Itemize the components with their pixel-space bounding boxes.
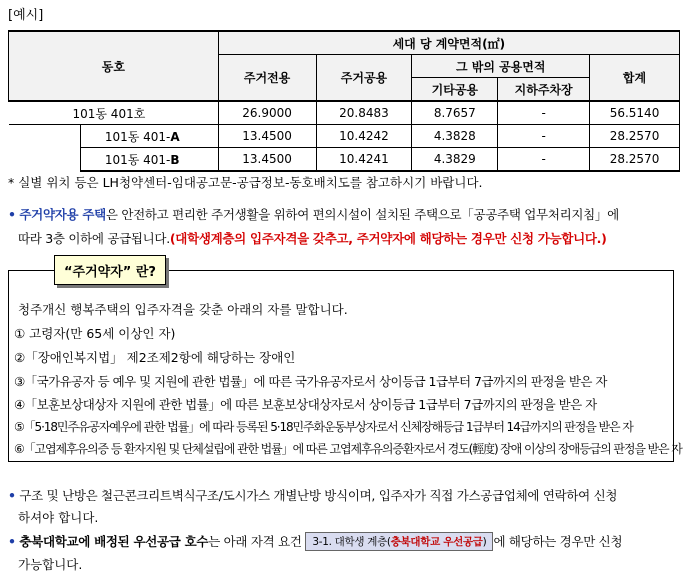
requirement-badge[interactable]: 3-1. 대학생 계층(충북대학교 우선공급) xyxy=(305,532,493,551)
unit-cell: 101동 401-B xyxy=(80,148,218,172)
elder-item: ⑤「5·18민주유공자예우에 관한 법률」에 따라 등록된 5·18민주화운동부상자로서 신체장해등급 1급부터 14급까지의 판정을 받은 자 xyxy=(14,420,633,434)
priority-units-term: 충북대학교에 배정된 우선공급 호수 xyxy=(19,534,209,549)
elder-item: ②「장애인복지법」 제2조제2항에 해당하는 장애인 xyxy=(14,350,296,365)
elder-item: ④「보훈보상대상자 지원에 관한 법률」에 따른 보훈보상대상자로서 상이등급 1급부터 7급까지의 판정을 받은 자 xyxy=(14,397,597,412)
etc-cell: 8.7657 xyxy=(412,101,498,125)
elder-definition-tab: “주거약자” 란? xyxy=(54,255,166,285)
header-total: 합계 xyxy=(590,55,680,102)
common-cell: 10.4242 xyxy=(316,125,412,148)
header-other-common: 그 밖의 공용면적 xyxy=(412,55,590,78)
structure-paragraph-line2: 하셔야 합니다. xyxy=(18,510,99,525)
area-table xyxy=(8,30,680,172)
header-etc-common: 기타공용 xyxy=(412,78,498,102)
total-cell: 28.2570 xyxy=(590,148,680,172)
priority-paragraph: • 충북대학교에 배정된 우선공급 호수는 아래 자격 요건 3-1. 대학생 계층(충북대학교 우선공급) 에 해당하는 경우만 신청 xyxy=(8,534,623,549)
header-parking: 지하주차장 xyxy=(498,78,590,102)
header-area: 세대 당 계약면적(㎡) xyxy=(218,31,679,55)
unit-cell: 101동 401-A xyxy=(80,125,218,148)
total-cell: 28.2570 xyxy=(590,125,680,148)
parking-cell: - xyxy=(498,148,590,172)
header-common: 주거공용 xyxy=(316,55,412,102)
header-unit: 동호 xyxy=(9,31,219,101)
elder-housing-term: 주거약자용 주택 xyxy=(19,207,106,222)
example-label: [예시] xyxy=(8,8,44,23)
common-cell: 10.4241 xyxy=(316,148,412,172)
structure-paragraph: • 구조 및 난방은 철근콘크리트벽식구조/도시가스 개별난방 방식이며, 입주자가 직접 가스공급업체에 연락하여 신청 xyxy=(8,488,618,503)
elder-item: ① 고령자(만 65세 이상인 자) xyxy=(14,326,176,341)
etc-cell: 4.3828 xyxy=(412,125,498,148)
elder-housing-paragraph-line2: 따라 3층 이하에 공급됩니다.(대학생계층의 입주자격을 갖추고, 주거약자에 해당하는 경우만 신청 가능합니다.) xyxy=(18,231,607,246)
total-cell: 56.5140 xyxy=(590,101,680,125)
parking-cell: - xyxy=(498,125,590,148)
header-exclusive: 주거전용 xyxy=(218,55,316,102)
table-row xyxy=(9,101,680,125)
elder-item: ③「국가유공자 등 예우 및 지원에 관한 법률」에 따른 국가유공자로서 상이등급 1급부터 7급까지의 판정을 받은 자 xyxy=(14,374,607,389)
table-row xyxy=(9,148,680,172)
parking-cell: - xyxy=(498,101,590,125)
exclusive-cell: 13.4500 xyxy=(218,148,316,172)
common-cell: 20.8483 xyxy=(316,101,412,125)
priority-paragraph-line2: 가능합니다. xyxy=(18,557,83,572)
elder-item: ⑥「고엽제후유의증 등 환자지원 및 단체설립에 관한 법률」에 따른 고엽제후유의증환자로서 경도(輕度) 장애 이상의 장애등급의 판정을 받은 자 xyxy=(14,442,682,456)
location-note: * 실별 위치 등은 LH청약센터-임대공고문-공급정보-동호배치도를 참고하시기 바랍니다. xyxy=(8,175,483,190)
unit-cell: 101동 401호 xyxy=(9,101,219,125)
elder-housing-paragraph: • 주거약자용 주택은 안전하고 편리한 주거생활을 위하여 편의시설이 설치된 주택으로「공공주택 업무처리지침」에 xyxy=(8,207,619,222)
exclusive-cell: 26.9000 xyxy=(218,101,316,125)
table-row xyxy=(9,125,680,148)
etc-cell: 4.3829 xyxy=(412,148,498,172)
eligibility-warning: (대학생계층의 입주자격을 갖추고, 주거약자에 해당하는 경우만 신청 가능합니다.) xyxy=(169,231,607,246)
elder-intro: 청주개신 행복주택의 입주자격을 갖춘 아래의 자를 말합니다. xyxy=(18,302,348,317)
exclusive-cell: 13.4500 xyxy=(218,125,316,148)
